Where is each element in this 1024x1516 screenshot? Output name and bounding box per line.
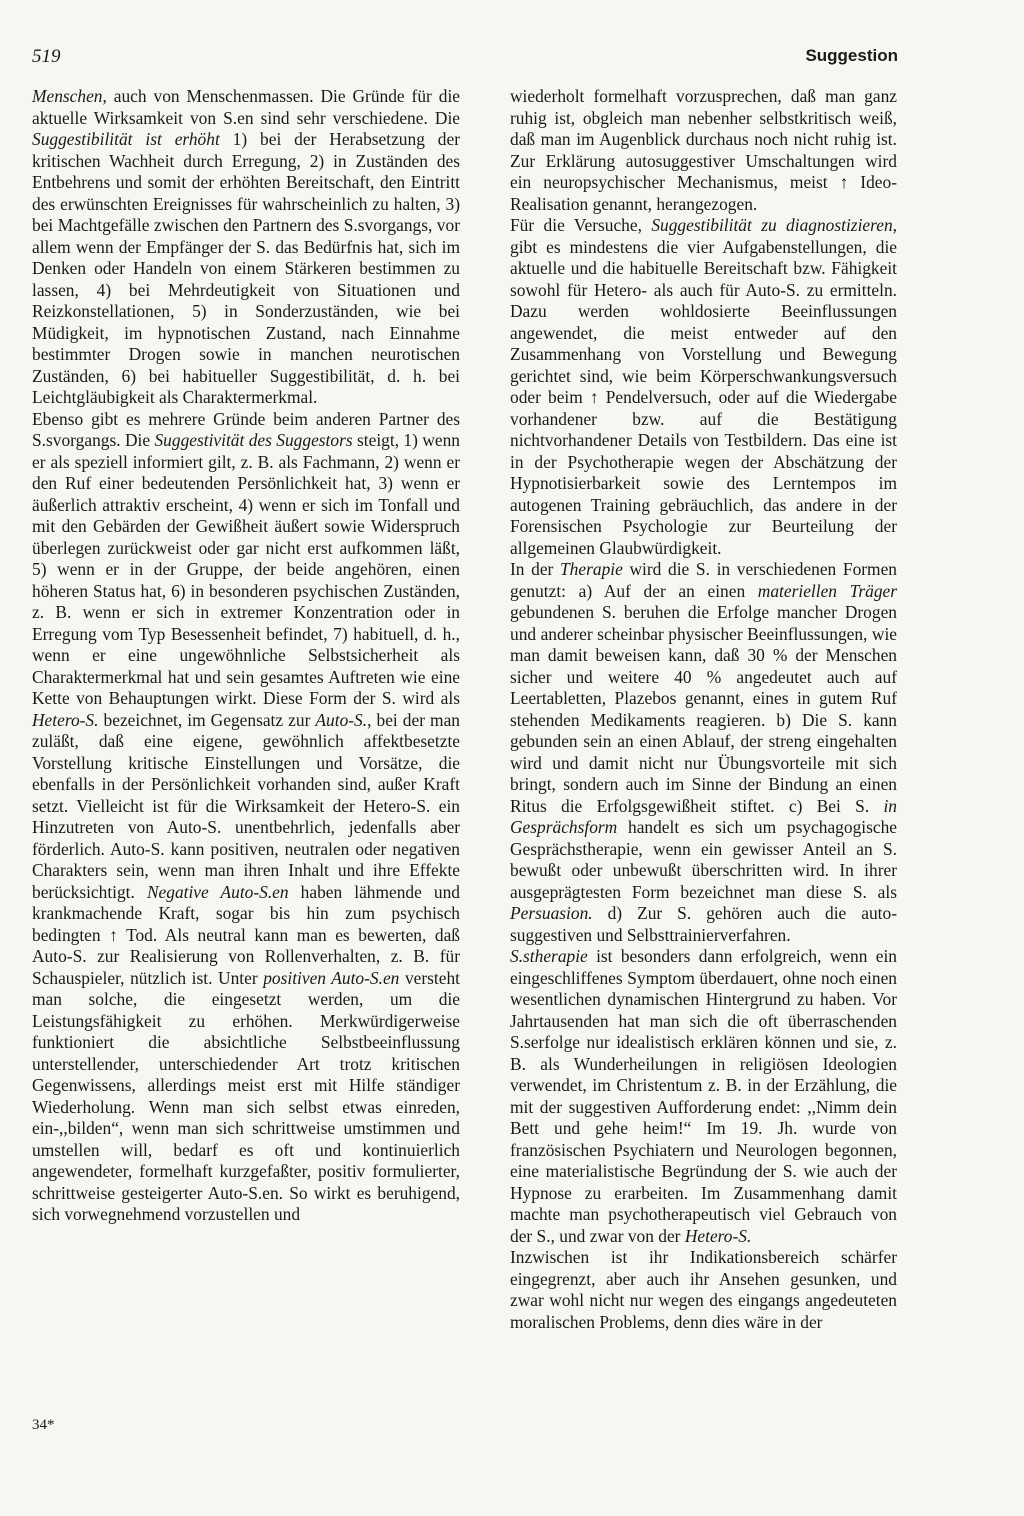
- emphasis-text: positiven Auto-S.en: [263, 967, 400, 988]
- paragraph: [510, 559, 897, 946]
- emphasis-text: Menschen: [32, 86, 103, 106]
- body-text: wird die S. in verschiedenen Formen genutzt: a) Auf der an einen: [510, 559, 897, 601]
- body-text: wiederholt formelhaft vorzusprechen, daß man ganz ruhig ist, obgleich man nebenher selbstkritisch weiß, daß man im Augenblick durchaus noch nicht ruhig ist. Zur Erklärung autosuggestiver Umschaltungen wird ein neuropsychischer Mechanismus, meist ↑ Ideo-Realisation genannt, herangezogen.: [510, 86, 897, 214]
- emphasis-text: Therapie: [560, 559, 623, 579]
- signature-mark: 34*: [32, 1417, 55, 1433]
- body-text: ist besonders dann erfolgreich, wenn ein eingeschliffenes Symptom überdauert, ohne noch einen wesentlichen dynamischen Hintergrund zu haben. Vor Jahrtausenden hat man sich die oft überraschenden S.serfolge nur idealistisch erklären können und sie, z. B. als Wunderheilungen in religiösen Ideologien verwendet, im Christentum z. B. in der Erzählung, die mit der suggestiven Aufforderung endet: ,,Nimm dein Bett und gehe heim!“ Im 19. Jh. wurde von französischen Psychiatern und Neurologen begonnen, eine materialistische Begründung der S. wie auch der Hypnose zu erarbeiten. Im Zusammenhang damit machte man psychotherapeutisch viel Gebrauch von der S., und zwar von der: [510, 946, 897, 1246]
- running-head: Suggestion: [805, 46, 898, 65]
- emphasis-text: S.stherapie: [510, 946, 588, 966]
- body-text: gebundenen S. beruhen die Erfolge mancher Drogen und anderer scheinbar physischer Beeinflussungen, wie man damit beweisen kann, daß 30 % der Menschen sicher und weitere 40 % angedeutet auch auf Leertabletten, Plazebos genannt, eines in gutem Ruf stehenden Medikaments reagieren. b) Die S. kann gebunden sein an einen Ablauf, der streng eingehalten wird und damit nicht nur Übungsvorteile mit sich bringt, sondern auch im Sinne der Bindung an einen Ritus die Erfolgsgewißheit stiftet. c) Bei S.: [510, 602, 897, 816]
- body-text: haben lähmende und krankmachende Kraft, sogar bis hin zum psychisch bedingten ↑ Tod. Als neutral kann man es bewerten, daß Auto-S. zur Realisierung von Rollenverhalten, z. B. für Schauspieler, nützlich ist. Unter: [32, 881, 460, 988]
- body-text: handelt es sich um psychagogische Gesprächstherapie, wenn ein gewisser Anteil an S. bewußt oder unbewußt überschritten wird. In ihrer ausgeprägtesten Form bezeichnet man diese S. als: [510, 817, 897, 902]
- body-text: Ebenso gibt es mehrere Gründe beim anderen Partner des S.svorgangs. Die: [32, 408, 460, 450]
- left-column: [32, 86, 460, 1226]
- emphasis-text: Hetero-S.: [32, 709, 99, 730]
- emphasis-text: Suggestibilität ist erhöht: [32, 129, 220, 149]
- page-number: 519: [32, 46, 61, 67]
- body-text: , auch von Menschenmassen. Die Gründe für die aktuelle Wirksamkeit von S.en sind sehr verschiedene. Die: [32, 86, 460, 128]
- emphasis-text: in Gesprächsform: [510, 795, 897, 837]
- paragraph: [510, 1247, 897, 1333]
- body-text: In der: [510, 559, 561, 579]
- paragraph: [32, 409, 460, 1226]
- body-text: steigt, 1) wenn er als speziell informiert gilt, z. B. als Fachmann, 2) wenn er den Ruf einer bedeutenden Persönlichkeit hat, 3) wenn er äußerlich attraktiv erscheint, 4) wenn er sich im Tonfall und mit den Gebärden der Gewißheit äußert sowie Widerspruch überlegen zurückweist oder gar nicht erst aufkommen läßt, 5) wenn er in der Gruppe, der beide angehören, einen höheren Status hat, 6) in besonderen psychischen Zuständen, z. B. wenn er sich in extremer Konzentration oder in Erregung vom Typ Besessenheit befindet, 7) habituell, d. h., wenn er eine ungewöhnliche Selbstsicherheit als Charaktermerkmal hat und sein gesamtes Auftreten wie eine Kette von Behauptungen wirkt. Diese Form der S. wird als: [32, 430, 460, 708]
- emphasis-text: Suggestivität des Suggestors: [154, 430, 353, 450]
- paragraph: [510, 946, 897, 1247]
- emphasis-text: materiellen Träger: [757, 580, 898, 601]
- body-text: 1) bei der Herabsetzung der kritischen Wachheit durch Erregung, 2) in Zuständen des Entbehrens und somit der erhöhten Bereitschaft, den Eintritt des erwünschten Ereignisses für wahrscheinlich zu halten, 3) bei Machtgefälle zwischen den Partnern des S.svorgangs, vor allem wenn der Empfänger der S. das Bedürfnis hat, sich im Denken oder Handeln von einem Stärkeren bestimmen zu lassen, 4) bei Mehrdeutigkeit von Situationen und Reizkonstellationen, 5) in Sonderzuständen, wie bei Müdigkeit, im hypnotischen Zustand, nach Einnahme bestimmter Drogen sowie in manchen neurotischen Zuständen, 6) bei habitueller Suggestibilität, d. h. bei Leichtgläubigkeit als Charaktermerkmal.: [32, 129, 460, 407]
- body-text: versteht man solche, die eingesetzt werden, um die Leistungsfähigkeit zu erhöhen. Merkwürdigerweise funktioniert die absichtliche Selbstbeeinflussung unterstellender, unterschiedender Art trotz kritischen Gegenwissens, allerdings meist erst mit Hilfe ständiger Wiederholung. Wenn man sich selbst etwas einreden, ein-,,bilden“, wenn man sich schrittweise umstimmen und umstellen will, bedarf es oft und kontinuierlich angewendeter, formelhaft kurzgefaßter, positiv formulierter, schrittweise gesteigerter Auto-S.en. So wirkt es beruhigend, sich vorwegnehmend vorzustellen und: [32, 967, 461, 1224]
- body-text: d) Zur S. gehören auch die auto-suggestiven und Selbsttrainierverfahren.: [510, 903, 897, 945]
- emphasis-text: Hetero-S.: [684, 1225, 752, 1246]
- body-text: , bei der man zuläßt, daß eine eigene, gewöhnlich affektbesetzte Vorstellung kritische Einstellungen und Vorsätze, die ebenfalls in der Persönlichkeit vorhanden sind, außer Kraft setzt. Vielleicht ist für die Wirksamkeit der Hetero-S. ein Hinzutreten von Auto-S. unentbehrlich, jedenfalls aber förderlich. Auto-S. kann positiven, neutralen oder negativen Charakters sein, wenn man ihren Inhalt und ihre Effekte berücksichtigt.: [32, 709, 460, 902]
- emphasis-text: Persuasion.: [510, 903, 593, 923]
- right-column: [510, 86, 897, 1333]
- paragraph: [510, 215, 897, 559]
- paragraph: [32, 86, 460, 409]
- emphasis-text: Negative Auto-S.en: [146, 881, 289, 902]
- emphasis-text: Suggestibilität zu diagnostizieren: [651, 215, 893, 235]
- body-text: bezeichnet, im Gegensatz zur: [98, 709, 316, 730]
- emphasis-text: Auto-S.: [315, 709, 368, 730]
- body-text: Für die Versuche,: [510, 215, 652, 235]
- paragraph: [510, 86, 897, 215]
- body-text: , gibt es mindestens die vier Aufgabenstellungen, die aktuelle und die habituelle Bereitschaft bzw. Fähigkeit sowohl für Hetero- als auch für Auto-S. zu ermitteln. Dazu werden wohldosierte Beeinflussungen angewendet, die meist entweder auf den Zusammenhang von Vorstellung und Bewegung gerichtet sind, wie beim Körperschwankungsversuch oder beim ↑ Pendelversuch, oder auf die Wiedergabe vorhandener bzw. auf die Bestätigung nichtvorhandener Details von Testbildern. Das eine ist in der Psychotherapie wegen der Abschätzung der Hypnotisierbarkeit sowie des Lerntempos im autogenen Training gebräuchlich, das andere in der Forensischen Psychologie zur Beurteilung der allgemeinen Glaubwürdigkeit.: [510, 215, 898, 558]
- body-text: Inzwischen ist ihr Indikationsbereich schärfer eingegrenzt, aber auch ihr Ansehen gesunken, und zwar wohl nicht nur wegen des eingangs angedeuteten moralischen Problems, denn dies wäre in der: [510, 1247, 897, 1332]
